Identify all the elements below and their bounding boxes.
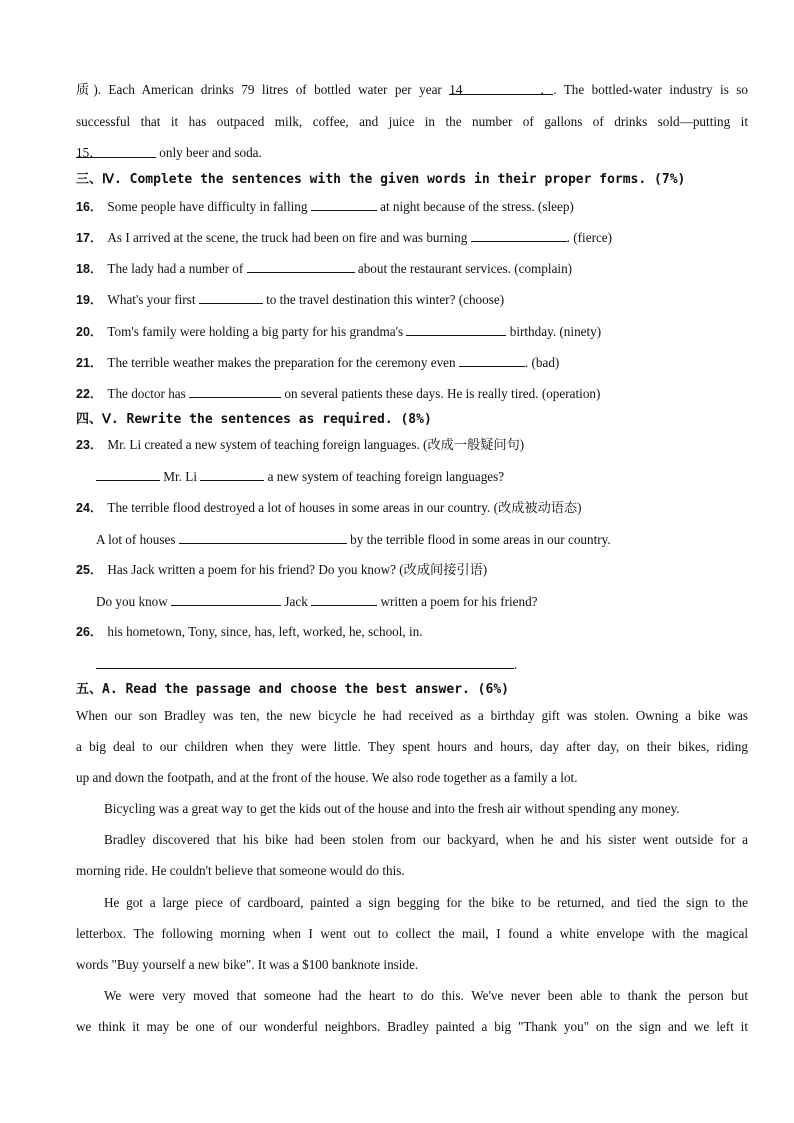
question-text: on several patients these days. He is really tired. (operation): [284, 386, 601, 401]
reading-line-1: When our son Bradley was ten, the new bicycle he had received as a birthday gift was stolen. Owning a bike was: [76, 708, 748, 723]
question-18: [76, 258, 572, 279]
reading-line-2: a big deal to our children when they were little. They spent hours and hours, day after day, on their bikes, riding: [76, 739, 748, 754]
answer-text: Jack: [284, 594, 308, 609]
answer-text: by the terrible flood in some areas in our country.: [350, 532, 611, 547]
question-text: at night because of the stress. (sleep): [380, 199, 574, 214]
passage-text: 质). Each American drinks 79 litres of bottled water per year: [76, 82, 442, 97]
question-23: [76, 435, 524, 455]
reading-line-9: words "Buy yourself a new bike". It was a $100 banknote inside.: [76, 957, 419, 972]
passage-line-1: [76, 80, 748, 100]
blank-number: 14．: [449, 82, 554, 97]
question-24: [76, 498, 582, 518]
passage-line-2: successful that it has outpaced milk, coffee, and juice in the number of gallons of drinks sold—putting it: [76, 114, 748, 129]
question-text: The terrible weather makes the preparation for the ceremony even: [107, 355, 456, 370]
question-20: [76, 321, 601, 342]
question-text: The terrible flood destroyed a lot of houses in some areas in our country. (改成被动语态): [107, 500, 582, 515]
question-text: What's your first: [107, 292, 196, 307]
question-text: his hometown, Tony, since, has, left, worked, he, school, in.: [107, 624, 423, 639]
answer-24: [96, 529, 611, 550]
question-number: 16．: [76, 200, 103, 214]
passage-text: only beer and soda.: [159, 145, 262, 160]
answer-blank-21[interactable]: [459, 352, 525, 367]
question-text: Some people have difficulty in falling: [107, 199, 308, 214]
answer-blank-18[interactable]: [247, 258, 355, 273]
section-4-heading: 四、Ⅴ. Rewrite the sentences as required. (8%): [76, 412, 432, 427]
question-22: [76, 383, 600, 404]
question-text: Mr. Li created a new system of teaching foreign languages. (改成一般疑问句): [107, 437, 525, 452]
answer-text: Do you know: [96, 594, 168, 609]
answer-blank-20[interactable]: [406, 321, 506, 336]
answer-26: [96, 654, 517, 675]
question-26: [76, 622, 423, 642]
reading-line-10: We were very moved that someone had the heart to do this. We've never been able to thank the person but: [104, 988, 748, 1003]
passage-line-3: [76, 143, 262, 163]
question-text: to the travel destination this winter? (choose): [266, 292, 505, 307]
passage-text: . The bottled-water industry is so: [553, 82, 749, 97]
question-text: The doctor has: [107, 386, 186, 401]
answer-blank-16[interactable]: [311, 196, 377, 211]
answer-blank-17[interactable]: [471, 227, 567, 242]
question-17: [76, 227, 612, 248]
question-number: 18．: [76, 262, 103, 276]
question-text: The lady had a number of: [107, 261, 244, 276]
question-text: . (bad): [524, 355, 560, 370]
answer-blank-26[interactable]: [96, 654, 514, 669]
answer-text: written a poem for his friend?: [380, 594, 538, 609]
question-number: 17．: [76, 231, 103, 245]
question-16: [76, 196, 574, 217]
answer-blank-14[interactable]: [449, 80, 553, 95]
answer-blank-23a[interactable]: [96, 466, 160, 481]
answer-text: .: [514, 657, 518, 672]
answer-blank-25a[interactable]: [171, 591, 281, 606]
question-number: 23．: [76, 438, 103, 452]
question-text: birthday. (ninety): [509, 324, 602, 339]
reading-line-4: Bicycling was a great way to get the kids out of the house and into the fresh air without spending any money.: [104, 801, 680, 816]
answer-blank-19[interactable]: [199, 289, 263, 304]
question-number: 26．: [76, 625, 103, 639]
question-text: about the restaurant services. (complain): [357, 261, 573, 276]
reading-line-8: letterbox. The following morning when I went out to collect the mail, I found a white envelope with the magical: [76, 926, 748, 941]
section-3-heading: 三、Ⅳ. Complete the sentences with the given words in their proper forms. (7%): [76, 172, 686, 187]
question-25: [76, 560, 487, 580]
blank-number: 15．: [76, 145, 103, 160]
answer-25: [96, 591, 538, 612]
question-19: [76, 289, 504, 310]
question-text: Tom's family were holding a big party for his grandma's: [107, 324, 404, 339]
question-text: Has Jack written a poem for his friend? Do you know? (改成间接引语): [107, 562, 488, 577]
question-number: 24．: [76, 501, 103, 515]
question-21: [76, 352, 559, 373]
question-number: 21．: [76, 356, 103, 370]
question-number: 19．: [76, 293, 103, 307]
answer-blank-25b[interactable]: [311, 591, 377, 606]
answer-blank-15[interactable]: [76, 143, 156, 158]
reading-line-6: morning ride. He couldn't believe that someone would do this.: [76, 863, 405, 878]
question-text: . (fierce): [566, 230, 613, 245]
answer-text: a new system of teaching foreign languages?: [267, 469, 505, 484]
answer-blank-24[interactable]: [179, 529, 347, 544]
question-text: As I arrived at the scene, the truck had been on fire and was burning: [107, 230, 468, 245]
reading-line-11: we think it may be one of our wonderful neighbors. Bradley painted a big "Thank you" on the sign and we left it: [76, 1019, 748, 1034]
reading-line-5: Bradley discovered that his bike had been stolen from our backyard, when he and his sister went outside for a: [104, 832, 748, 847]
answer-blank-23b[interactable]: [200, 466, 264, 481]
answer-23: [96, 466, 504, 487]
answer-text: Mr. Li: [163, 469, 197, 484]
reading-line-7: He got a large piece of cardboard, painted a sign begging for the bike to be returned, and tied the sign to the: [104, 895, 748, 910]
answer-text: A lot of houses: [96, 532, 176, 547]
question-number: 22．: [76, 387, 103, 401]
question-number: 20．: [76, 325, 103, 339]
reading-line-3: up and down the footpath, and at the front of the house. We also rode together as a family a lot.: [76, 770, 578, 785]
section-5-heading: 五、A. Read the passage and choose the best answer. (6%): [76, 682, 509, 697]
question-number: 25．: [76, 563, 103, 577]
answer-blank-22[interactable]: [189, 383, 281, 398]
